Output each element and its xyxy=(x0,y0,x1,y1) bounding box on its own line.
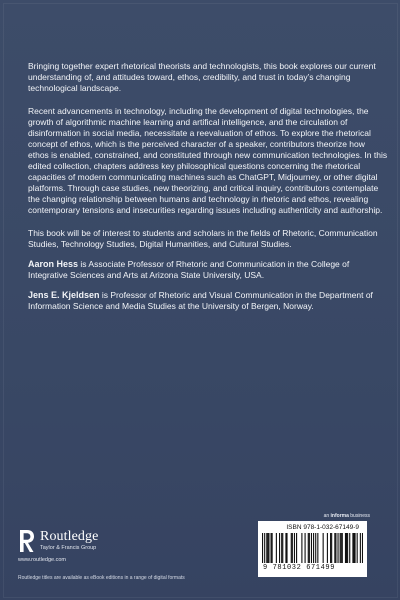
barcode-bars xyxy=(262,533,363,563)
audience-paragraph: This book will be of interest to students and scholars in the fields of Rhetoric, Communication Studies, Technology Studies, Digital Humanities, and Cultural Studies. xyxy=(28,228,378,249)
barcode-bar xyxy=(317,533,318,563)
author-name: Aaron Hess xyxy=(28,259,79,269)
author-bio-text: is Professor of Rhetoric and Visual Communication in the Department of Information Science and Media Studies at the University of Bergen, Norway. xyxy=(28,290,373,311)
publisher-url[interactable]: www.routledge.com xyxy=(18,557,66,563)
author-bio-text: is Associate Professor of Rhetoric and Communication in the College of Integrative Sciences and Arts at Arizona State University, USA. xyxy=(28,259,350,280)
publisher-text xyxy=(40,530,98,552)
barcode-bar xyxy=(291,533,292,563)
isbn-barcode xyxy=(258,521,367,577)
barcode-bar xyxy=(264,533,265,563)
informa-business-label xyxy=(324,513,370,519)
barcode-bar xyxy=(296,533,297,563)
barcode-bar xyxy=(357,533,358,563)
barcode-bar xyxy=(262,533,263,563)
barcode-bar xyxy=(311,533,312,563)
publisher-logo xyxy=(18,528,98,554)
intro-paragraph: Bringing together expert rhetorical theorists and technologists, this book explores our current understanding of, and attitudes toward, ethos, credibility, and trust in today’s changing technological landscape. xyxy=(28,61,376,93)
barcode-bar xyxy=(346,533,347,563)
barcode-bar xyxy=(266,533,267,563)
barcode-bar xyxy=(276,533,277,563)
author-bio xyxy=(28,259,388,281)
barcode-bar xyxy=(337,533,338,563)
informa-suffix: business xyxy=(348,513,370,519)
barcode-bar xyxy=(282,533,283,563)
isbn-label: ISBN 978-1-032-67149-9 xyxy=(286,524,359,531)
barcode-bar xyxy=(340,533,341,563)
barcode-bar xyxy=(315,533,316,563)
barcode-digits: 9 781032 671499 xyxy=(263,564,336,572)
barcode-bar xyxy=(352,533,353,563)
barcode-bar xyxy=(354,533,355,563)
barcode-bar xyxy=(272,533,273,563)
barcode-bar xyxy=(285,533,286,563)
publisher-name: Routledge xyxy=(40,529,99,545)
back-cover-text xyxy=(28,61,388,321)
barcode-bar xyxy=(279,533,280,563)
barcode-bar xyxy=(335,533,336,563)
barcode-bar xyxy=(327,533,328,563)
barcode-bar xyxy=(309,533,310,563)
barcode-bar xyxy=(313,533,314,563)
author-bio xyxy=(28,290,388,312)
routledge-logo-icon xyxy=(18,528,36,554)
barcode-bar xyxy=(323,533,324,563)
publisher-group: Taylor & Francis Group xyxy=(40,545,97,552)
barcode-bar xyxy=(305,533,306,563)
barcode-bar xyxy=(341,533,342,563)
barcode-bar xyxy=(292,533,293,563)
barcode-bar xyxy=(353,533,354,563)
ebook-note: Routledge titles are available as eBook editions in a range of digital formats xyxy=(18,575,185,581)
informa-prefix: an xyxy=(323,513,331,519)
barcode-bar xyxy=(362,533,363,563)
barcode-bar xyxy=(271,533,272,563)
barcode-bar xyxy=(334,533,335,563)
barcode-bar xyxy=(330,533,331,563)
barcode-bar xyxy=(308,533,309,563)
barcode-bar xyxy=(342,533,343,563)
barcode-bar xyxy=(281,533,282,563)
barcode-bar xyxy=(345,533,346,563)
description-paragraph: Recent advancements in technology, including the development of digital technologies, the growth of algorithmic machine learning and artifical intelligence, and the circulation of disinformation in social media, necessitate a reevaluation of ethos. To explore the rhetorical concept of ethos, which is the perceived character of a speaker, contributors theorize how ethos is enabled, constrained, and constituted through new communication technologies. In this edited collection, chapters address key philosophical questions concerning the rhetorical capacities of modern communicating machines such as ChatGPT, Midjourney, or other digital platforms. Through case studies, new theorizing, and critical inquiry, contributors contemplate the changing relationship between humans and technology in rhetoric and ethos, revealing contemporary tensions and insecurities regarding issues including authenticity and authorship. xyxy=(28,106,388,215)
barcode-bar xyxy=(301,533,302,563)
barcode-bar xyxy=(267,533,268,563)
barcode-bar xyxy=(294,533,295,563)
barcode-bar xyxy=(268,533,269,563)
barcode-bar xyxy=(347,533,348,563)
barcode-bar xyxy=(360,533,361,563)
barcode-bar xyxy=(349,533,350,563)
barcode-bar xyxy=(331,533,332,563)
author-name: Jens E. Kjeldsen xyxy=(28,290,100,300)
informa-word: informa xyxy=(330,513,349,519)
barcode-bar xyxy=(286,533,287,563)
